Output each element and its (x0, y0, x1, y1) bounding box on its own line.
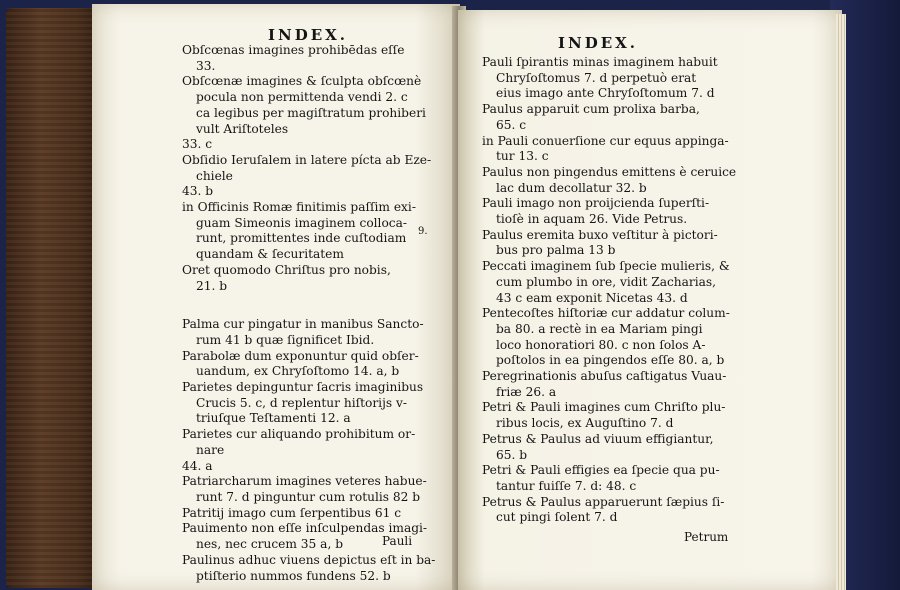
index-entry-line: 43. b (182, 184, 214, 199)
index-entry-line: Petri & Pauli effigies ea ſpecie qua pu- (482, 463, 720, 478)
index-entry-line: Paulinus adhuc viuens depictus eſt in ba- (182, 552, 436, 567)
index-entry-line: vult Ariſtoteles (196, 121, 289, 136)
index-entry (482, 259, 764, 306)
index-entry-line: Petrus & Paulus apparuerunt ſæpius ſi- (482, 494, 725, 509)
index-entry (182, 474, 440, 505)
index-entry-line: cum plumbo in ore, vidit Zacharias, (496, 274, 717, 289)
index-entry-line: Paulus apparuit cum prolixa barba, (482, 102, 700, 117)
index-entry-line: 65. c (496, 117, 527, 132)
index-entry-line: ba 80. a rectè in ea Mariam pingi (496, 321, 703, 336)
index-entry-line: triuſque Teſtamenti 12. a (196, 411, 351, 426)
index-entry (182, 427, 440, 458)
index-entry (182, 263, 440, 294)
index-entry-line: poſtolos in ea pingendos eſſe 80. a, b (496, 353, 725, 368)
index-entry-line: eius imago ante Chryſoſtomum 7. d (496, 86, 715, 101)
left-catchword: Pauli (382, 534, 413, 548)
index-entry-line: Petri & Pauli imagines cum Chriſto plu- (482, 400, 726, 415)
index-entry-line: in Pauli conuerſione cur equus appinga- (482, 133, 729, 148)
index-entry (482, 369, 764, 400)
index-entry (182, 153, 440, 184)
index-entry-line: tur 13. c (496, 149, 549, 164)
index-entry (482, 228, 764, 259)
index-entry (482, 165, 764, 196)
index-entry-line: cut pingi ſolent 7. d (496, 510, 618, 525)
index-entry-line: ribus locis, ex Auguſtino 7. d (496, 416, 674, 431)
index-entry-line: quandam & ſecuritatem (196, 247, 344, 262)
index-entry (182, 380, 440, 427)
index-entry-line: tioſè in aquam 26. Vide Petrus. (496, 212, 688, 227)
index-entry (182, 317, 440, 348)
index-entry (482, 196, 764, 227)
index-entry-line: 43 c eam exponit Nicetas 43. d (496, 290, 688, 305)
index-entry (482, 55, 764, 102)
left-page-heading: INDEX. (268, 26, 349, 44)
index-entry (182, 43, 440, 74)
left-page-marker: 9. (418, 226, 428, 237)
index-entry-line: chiele (196, 168, 233, 183)
index-entry (182, 200, 440, 263)
index-entry (182, 349, 440, 380)
index-entry (182, 506, 440, 522)
index-entry-line: loco honoratiori 80. c non ſolos A- (496, 337, 706, 352)
index-entry-line: Paulus non pingendus emittens è ceruice (482, 164, 737, 179)
index-entry (482, 102, 764, 133)
index-entry-line: Parietes cur aliquando prohibitum or- (182, 427, 416, 442)
index-entry-line: Paulus eremita buxo veſtitur à pictori- (482, 227, 718, 242)
index-entry-line: 65. b (496, 447, 528, 462)
index-entry-line: tantur fuiſſe 7. d: 48. c (496, 478, 637, 493)
right-index-entries (482, 55, 764, 526)
index-entry-line: Pauli imago non proijcienda ſuperſti- (482, 196, 710, 211)
index-entry (482, 400, 764, 431)
index-entry (182, 459, 440, 475)
index-entry-line: in Officinis Romæ finitimis paſſim exi- (182, 200, 416, 215)
index-entry (482, 495, 764, 526)
index-entry-line: bus pro palma 13 b (496, 243, 616, 258)
index-entry (482, 432, 764, 463)
index-entry-line: Peregrinationis abuſus caſtigatus Vuau- (482, 369, 727, 384)
index-entry-line: Obſidio Ieruſalem in latere pícta ab Eze- (182, 152, 432, 167)
index-entry (182, 553, 440, 584)
index-entry-line: Chryſoſtomus 7. d perpetuò erat (496, 70, 697, 85)
index-entry-line: Parabolæ dum exponuntur quid obſer- (182, 348, 419, 363)
index-entry-line: 33. c (182, 137, 213, 152)
index-entry-line: 44. a (182, 458, 213, 473)
index-entry-line: Obſcœnæ imagines & ſculpta obſcœnè (182, 74, 422, 89)
index-entry-line: Pentecoſtes hiſtoriæ cur addatur colum- (482, 306, 730, 321)
index-entry-line: Oret quomodo Chriſtus pro nobis, (182, 262, 391, 277)
index-entry-line: Petrus & Paulus ad viuum effigiantur, (482, 431, 714, 446)
index-entry-line: lac dum decollatur 32. b (496, 180, 647, 195)
index-entry-line: guam Simeonis imaginem colloca- (196, 215, 407, 230)
index-entry-line: Obſcœnas imagines prohibēdas eſſe (182, 43, 405, 57)
index-entry-line: ca legibus per magiſtratum prohiberi (196, 105, 426, 120)
index-entry-line: 21. b (196, 278, 228, 293)
index-entry-line: uandum, ex Chryſoſtomo 14. a, b (196, 364, 400, 379)
index-entry-line: rum 41 b quæ ſignificet Ibid. (196, 332, 375, 347)
index-entry-line: Patritij imago cum ſerpentibus 61 c (182, 505, 402, 520)
index-entry-line: Peccati imaginem ſub ſpecie mulieris, & (482, 259, 730, 274)
index-entry-line: runt 7. d pinguntur cum rotulis 82 b (196, 489, 421, 504)
index-entry (482, 463, 764, 494)
index-entry (482, 306, 764, 369)
index-entry-line: Patriarcharum imagines veteres habue- (182, 474, 427, 489)
index-entry-line: friæ 26. a (496, 384, 557, 399)
index-entry-line: Pauimento non eſſe inſculpendas imagi- (182, 521, 428, 536)
left-index-entries (182, 43, 440, 584)
right-catchword: Petrum (684, 530, 729, 544)
index-entry (182, 74, 440, 137)
index-entry-line: runt, promittentes inde cuſtodiam (196, 231, 407, 246)
index-entry-line: nare (196, 442, 225, 457)
index-entry-line: nes, nec crucem 35 a, b (196, 537, 343, 552)
index-entry-line: pocula non permittenda vendi 2. c (196, 90, 408, 105)
index-entry (482, 134, 764, 165)
left-page (92, 4, 460, 590)
index-entry (182, 184, 440, 200)
page-edges (836, 14, 846, 590)
index-entry-line: Parietes depinguntur ſacris imaginibus (182, 380, 424, 395)
index-entry-line: Pauli ſpirantis minas imaginem habuit (482, 55, 718, 69)
index-entry-line: ptiſterio nummos fundens 52. b (196, 568, 391, 583)
index-entry-line: 33. (196, 58, 216, 73)
book-cover-edge (6, 8, 106, 588)
right-page-heading: INDEX. (558, 34, 639, 52)
index-entry-line: Palma cur pingatur in manibus Sancto- (182, 317, 424, 332)
index-entry-line: Crucis 5. c, d replentur hiſtorijs v- (196, 395, 407, 410)
index-entry (182, 137, 440, 153)
right-page (458, 10, 842, 590)
